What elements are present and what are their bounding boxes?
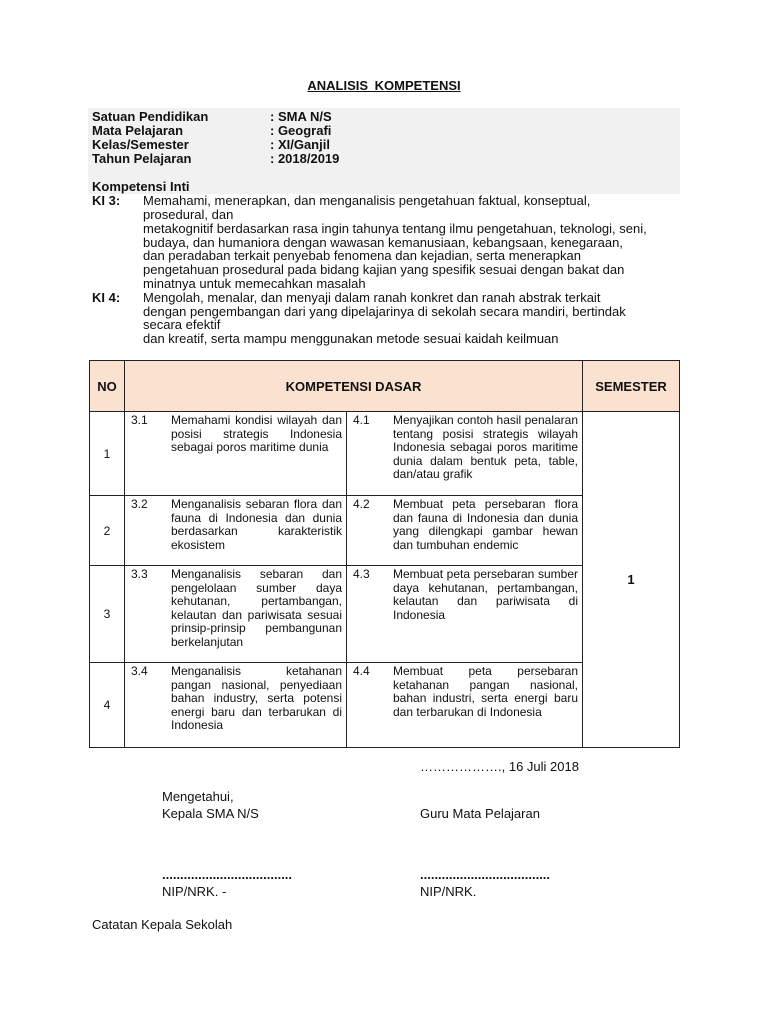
kd-number: 3.4 xyxy=(131,664,148,678)
kd-text: Membuat peta persebaran flora dan fauna di Indonesia dan dunia yang dilengkapi gambar hewan dan tumbuhan endemic xyxy=(393,497,579,552)
kd4-cell xyxy=(347,412,583,496)
header-kompetensi-dasar: KOMPETENSI DASAR xyxy=(125,361,583,412)
kd-number: 4.3 xyxy=(353,567,370,581)
kd3-cell xyxy=(125,496,347,566)
ki4-line: dan kreatif, serta mampu menggunakan metode sesuai kaidah keilmuan xyxy=(143,331,559,346)
ki3-line: Memahami, menerapkan, dan menganalisis pengetahuan faktual, konseptual, xyxy=(143,193,591,208)
info-row-tahun xyxy=(92,152,339,166)
row-number: 2 xyxy=(90,496,125,566)
ki3-line: budaya, dan humaniora dengan wawasan kemanusiaan, kebangsaan, kenegaraan, xyxy=(143,235,623,250)
document-title: ANALISIS KOMPETENSI xyxy=(307,78,461,93)
kd4-cell xyxy=(347,496,583,566)
info-label: Kelas/Semester xyxy=(92,137,189,152)
header-semester: SEMESTER xyxy=(583,361,680,412)
catatan-kepala-sekolah: Catatan Kepala Sekolah xyxy=(92,917,233,932)
ki4-label: KI 4: xyxy=(92,290,121,305)
signature-line-left: .................................... xyxy=(162,867,293,882)
info-label: Mata Pelajaran xyxy=(92,123,184,138)
ki4-line: dengan pengembangan dari yang dipelajarinya di sekolah secara mandiri, bertindak xyxy=(143,304,626,319)
kompetensi-inti-heading: Kompetensi Inti xyxy=(92,179,190,194)
row-number: 1 xyxy=(90,412,125,496)
kepala-sekolah-label: Kepala SMA N/S xyxy=(162,806,259,821)
kd-text: Menganalisis ketahanan pangan nasional, penyediaan bahan industry, serta potensi energi baru dan terbarukan di Indonesia xyxy=(171,664,342,732)
kd-text: Membuat peta persebaran ketahanan pangan nasional, bahan industri, serta energi baru dan terbarukan di Indonesia xyxy=(393,664,579,719)
info-label: Tahun Pelajaran xyxy=(92,151,192,166)
signature-line-right: .................................... xyxy=(420,867,551,882)
info-label: Satuan Pendidikan xyxy=(92,109,209,124)
info-value: : SMA N/S xyxy=(270,109,332,124)
nip-left: NIP/NRK. - xyxy=(162,884,227,899)
kompetensi-dasar-table xyxy=(89,360,680,748)
kd-number: 3.2 xyxy=(131,497,148,511)
kd3-cell xyxy=(125,412,347,496)
kd-text: Menganalisis sebaran flora dan fauna di Indonesia dan dunia berdasarkan karakteristik ekosistem xyxy=(171,497,342,552)
kd3-cell xyxy=(125,663,347,748)
table-header-row xyxy=(90,361,680,412)
kd4-cell xyxy=(347,663,583,748)
ki3-line: pengetahuan prosedural pada bidang kajian yang spesifik sesuai dengan bakat dan xyxy=(143,262,625,277)
kd4-cell xyxy=(347,566,583,663)
info-row-satuan xyxy=(92,110,332,124)
info-row-kelas xyxy=(92,138,330,152)
guru-label: Guru Mata Pelajaran xyxy=(420,806,540,821)
ki3-label: KI 3: xyxy=(92,193,121,208)
nip-right: NIP/NRK. xyxy=(420,884,477,899)
info-value: : XI/Ganjil xyxy=(270,137,330,152)
kd-number: 3.3 xyxy=(131,567,148,581)
ki3-line: dan peradaban terkait penyebab fenomena dan kejadian, serta menerapkan xyxy=(143,248,581,263)
info-row-mapel xyxy=(92,124,331,138)
kd-text: Memahami kondisi wilayah dan posisi strategis Indonesia sebagai poros maritime dunia xyxy=(171,413,342,454)
kd-number: 4.1 xyxy=(353,413,370,427)
ki3-line: metakognitif berdasarkan rasa ingin tahunya tentang ilmu pengetahuan, teknologi, seni, xyxy=(143,221,647,236)
ki3-line: minatnya untuk memecahkan masalah xyxy=(143,276,366,291)
ki4-line: secara efektif xyxy=(143,317,221,332)
info-value: : Geografi xyxy=(270,123,332,138)
ki4-line: Mengolah, menalar, dan menyaji dalam ranah konkret dan ranah abstrak terkait xyxy=(143,290,601,305)
date-line: ………………., 16 Juli 2018 xyxy=(420,759,579,774)
kd3-cell xyxy=(125,566,347,663)
kd-number: 4.2 xyxy=(353,497,370,511)
info-value: : 2018/2019 xyxy=(270,151,340,166)
kd-text: Menganalisis sebaran dan pengelolaan sumber daya kehutanan, pertambangan, kelautan dan pariwisata sesuai prinsip-prinsip pembangunan berkelanjutan xyxy=(171,567,342,649)
ki3-line: prosedural, dan xyxy=(143,207,234,222)
header-no: NO xyxy=(90,361,125,412)
mengetahui-label: Mengetahui, xyxy=(162,789,234,804)
table-row xyxy=(90,412,680,496)
semester-value: 1 xyxy=(583,412,680,748)
kd-text: Menyajikan contoh hasil penalaran tentang posisi strategis wilayah Indonesia sebagai poros maritime dunia dalam bentuk peta, table, dan/atau grafik xyxy=(393,413,579,481)
kd-number: 3.1 xyxy=(131,413,148,427)
kd-number: 4.4 xyxy=(353,664,370,678)
row-number: 4 xyxy=(90,663,125,748)
kd-text: Membuat peta persebaran sumber daya kehutanan, pertambangan, kelautan dan pariwisata di Indonesia xyxy=(393,567,579,622)
row-number: 3 xyxy=(90,566,125,663)
